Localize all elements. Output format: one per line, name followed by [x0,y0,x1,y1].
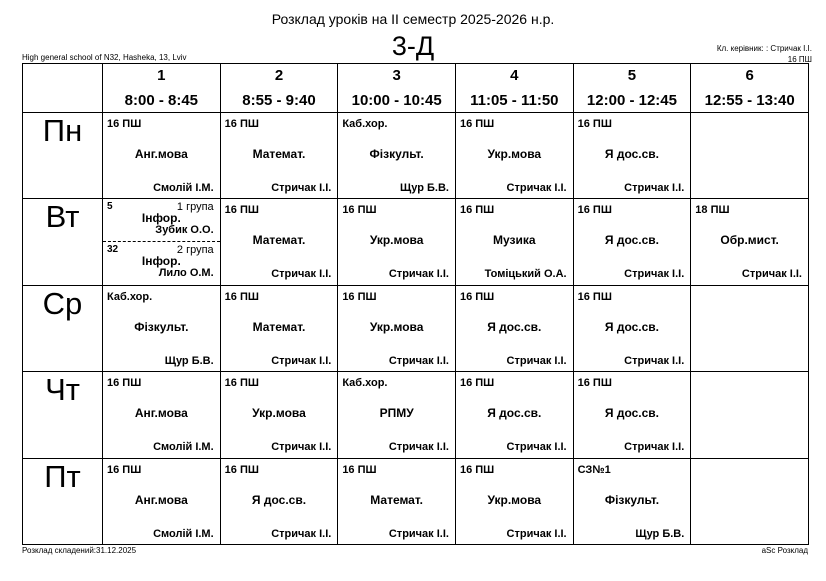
lesson-teacher: Смолій І.М. [153,527,214,540]
lesson-subject: Інфор. [141,211,181,226]
software-credit: aSc Розклад [761,546,808,555]
lesson-cell [691,199,809,285]
lesson-room: 16 ПШ [342,463,377,476]
lesson-teacher: Смолій І.М. [153,441,214,454]
lesson-cell [455,113,573,199]
group-lesson [103,199,220,242]
lesson-cell [103,458,221,544]
period-header [338,64,456,113]
lesson-cell [338,372,456,458]
day-label: Ср [23,285,103,371]
timetable [22,63,809,545]
lesson-teacher: Стричак І.І. [506,441,567,454]
lesson-subject: Фізкульт. [369,147,424,161]
class-room: 16 ПШ [787,55,812,64]
lesson-room: 16 ПШ [224,463,259,476]
corner-cell [23,64,103,113]
lesson-subject: РПМУ [379,406,414,421]
lesson-cell [103,113,221,199]
lesson-cell [455,458,573,544]
lesson-cell [338,285,456,371]
period-time: 8:55 - 9:40 [242,92,316,109]
lesson-teacher: Лило О.М. [158,267,214,280]
lesson-cell [573,372,691,458]
lesson-room: 16 ПШ [224,204,259,217]
lesson-subject: Фізкульт. [604,492,660,507]
lesson-cell [455,285,573,371]
lesson-room: 16 ПШ [459,204,495,217]
period-number: 5 [627,67,637,84]
lesson-subject: Математ. [252,147,306,161]
period-number: 3 [392,67,401,84]
lesson-subject: Я дос.св. [604,147,660,161]
lesson-room: 16 ПШ [107,463,142,476]
lesson-teacher: Стричак І.І. [388,441,449,454]
lesson-cell [103,372,221,458]
lesson-cell-empty [691,458,809,544]
lesson-subject: Укр.мова [487,492,542,507]
day-label: Пт [23,458,103,544]
lesson-room: 16 ПШ [459,118,495,130]
lesson-cell [455,199,573,285]
lesson-teacher: Стричак І.І. [506,182,567,194]
lesson-group: 1 група [176,201,214,214]
lesson-room: 16 ПШ [459,463,495,476]
period-time: 11:05 - 11:50 [470,92,559,109]
period-number: 4 [510,67,519,84]
lesson-cell [455,372,573,458]
lesson-subject: Укр.мова [369,319,424,334]
period-time: 10:00 - 10:45 [351,92,442,109]
lesson-cell [220,372,338,458]
lesson-teacher: Щур Б.В. [164,354,214,367]
lesson-teacher: Стричак І.І. [271,527,332,540]
lesson-cell [338,458,456,544]
day-label: Чт [23,372,103,458]
lesson-room: 16 ПШ [342,204,377,217]
lesson-subject: Анг.мова [134,492,188,507]
lesson-teacher: Стричак І.І. [271,354,332,367]
lesson-teacher: Стричак І.І. [506,354,567,367]
period-time: 12:55 - 13:40 [704,92,795,109]
day-row [23,458,809,544]
class-name: 3-Д [391,31,435,61]
lesson-subject: Я дос.св. [487,319,542,334]
period-header-row [23,64,809,113]
lesson-teacher: Щур Б.В. [635,527,685,540]
period-header [573,64,691,113]
period-time: 12:00 - 12:45 [586,92,677,109]
lesson-room: 16 ПШ [107,377,142,390]
lesson-room: 16 ПШ [577,377,612,390]
lesson-subject: Я дос.св. [487,406,542,421]
lesson-cell-split [103,199,221,285]
lesson-room: 5 [107,201,113,213]
lesson-teacher: Стричак І.І. [741,268,802,281]
day-label: Вт [23,199,103,285]
lesson-teacher: Стричак І.І. [624,182,685,194]
lesson-cell [573,199,691,285]
period-header [103,64,221,113]
lesson-cell [573,285,691,371]
lesson-cell [220,285,338,371]
lesson-cell [338,113,456,199]
lesson-subject: Я дос.св. [604,406,660,421]
lesson-cell-empty [691,372,809,458]
lesson-teacher: Стричак І.І. [624,354,685,367]
lesson-subject: Я дос.св. [604,233,660,248]
lesson-room: 16 ПШ [459,290,495,303]
lesson-cell-empty [691,285,809,371]
created-date: Розклад складений:31.12.2025 [22,546,137,555]
school-address: High general school of N32, Hasheka, 13, Lviv [22,53,187,62]
day-row [23,113,809,199]
lesson-room: СЗ№1 [577,463,611,476]
lesson-cell [338,199,456,285]
day-label: Пн [23,113,103,199]
lesson-subject: Укр.мова [252,406,306,421]
lesson-teacher: Стричак І.І. [624,441,685,454]
day-row [23,372,809,458]
lesson-subject: Анг.мова [134,406,188,421]
lesson-cell [103,285,221,371]
lesson-room: Каб.хор. [342,377,388,390]
lesson-teacher: Стричак І.І. [271,182,332,194]
lesson-room: 16 ПШ [224,118,259,130]
lesson-room: 16 ПШ [342,290,377,303]
lesson-teacher: Стричак І.І. [506,527,567,540]
lesson-room: Каб.хор. [342,118,388,130]
lesson-subject: Математ. [252,319,306,334]
lesson-teacher: Стричак І.І. [624,268,685,281]
lesson-subject: Я дос.св. [251,492,307,507]
lesson-room: 32 [107,244,119,256]
lesson-subject: Фізкульт. [134,319,189,334]
lesson-teacher: Стричак І.І. [388,354,449,367]
lesson-room: 16 ПШ [577,290,612,303]
lesson-room: 16 ПШ [577,118,612,130]
period-header [691,64,809,113]
lesson-room: 16 ПШ [224,290,259,303]
lesson-subject: Укр.мова [487,147,542,161]
lesson-teacher: Смолій І.М. [153,182,214,194]
period-number: 1 [157,67,166,84]
lesson-teacher: Зубик О.О. [155,224,214,237]
class-teacher-info [717,43,812,65]
period-header [220,64,338,113]
period-header [455,64,573,113]
lesson-cell [220,113,338,199]
lesson-room: 16 ПШ [107,118,142,130]
lesson-subject: Математ. [252,233,306,248]
lesson-room: 16 ПШ [459,377,495,390]
lesson-subject: Анг.мова [134,147,188,161]
lesson-subject: Укр.мова [369,233,424,248]
lesson-room: 18 ПШ [695,204,730,217]
group-lesson [103,242,220,284]
lesson-subject: Музика [493,233,536,248]
lesson-teacher: Щур Б.В. [400,182,449,194]
day-row [23,285,809,371]
period-number: 6 [745,67,754,84]
lesson-room: Каб.хор. [107,290,153,303]
lesson-teacher: Стричак І.І. [388,527,449,540]
period-time: 8:00 - 8:45 [124,92,199,109]
lesson-subject: Математ. [370,492,424,507]
lesson-teacher: Стричак І.І. [271,441,332,454]
day-row [23,199,809,285]
lesson-cell [573,113,691,199]
class-teacher: Кл. керівник: : Стричак І.І. [716,44,812,53]
lesson-cell-empty [691,113,809,199]
lesson-teacher: Стричак І.І. [388,268,449,281]
lesson-cell [220,458,338,544]
lesson-subject: Обр.мист. [720,233,779,248]
lesson-room: 16 ПШ [224,377,259,390]
lesson-group: 2 група [176,244,214,257]
lesson-teacher: Томіцький О.А. [484,268,567,281]
lesson-subject: Інфор. [141,254,181,269]
page-title: Розклад уроків на ІІ семестр 2025-2026 н.р. [271,11,555,27]
lesson-room: 16 ПШ [577,204,612,217]
period-number: 2 [274,67,284,84]
lesson-cell [573,458,691,544]
lesson-teacher: Стричак І.І. [271,268,332,281]
lesson-cell [220,199,338,285]
lesson-subject: Я дос.св. [604,319,660,334]
